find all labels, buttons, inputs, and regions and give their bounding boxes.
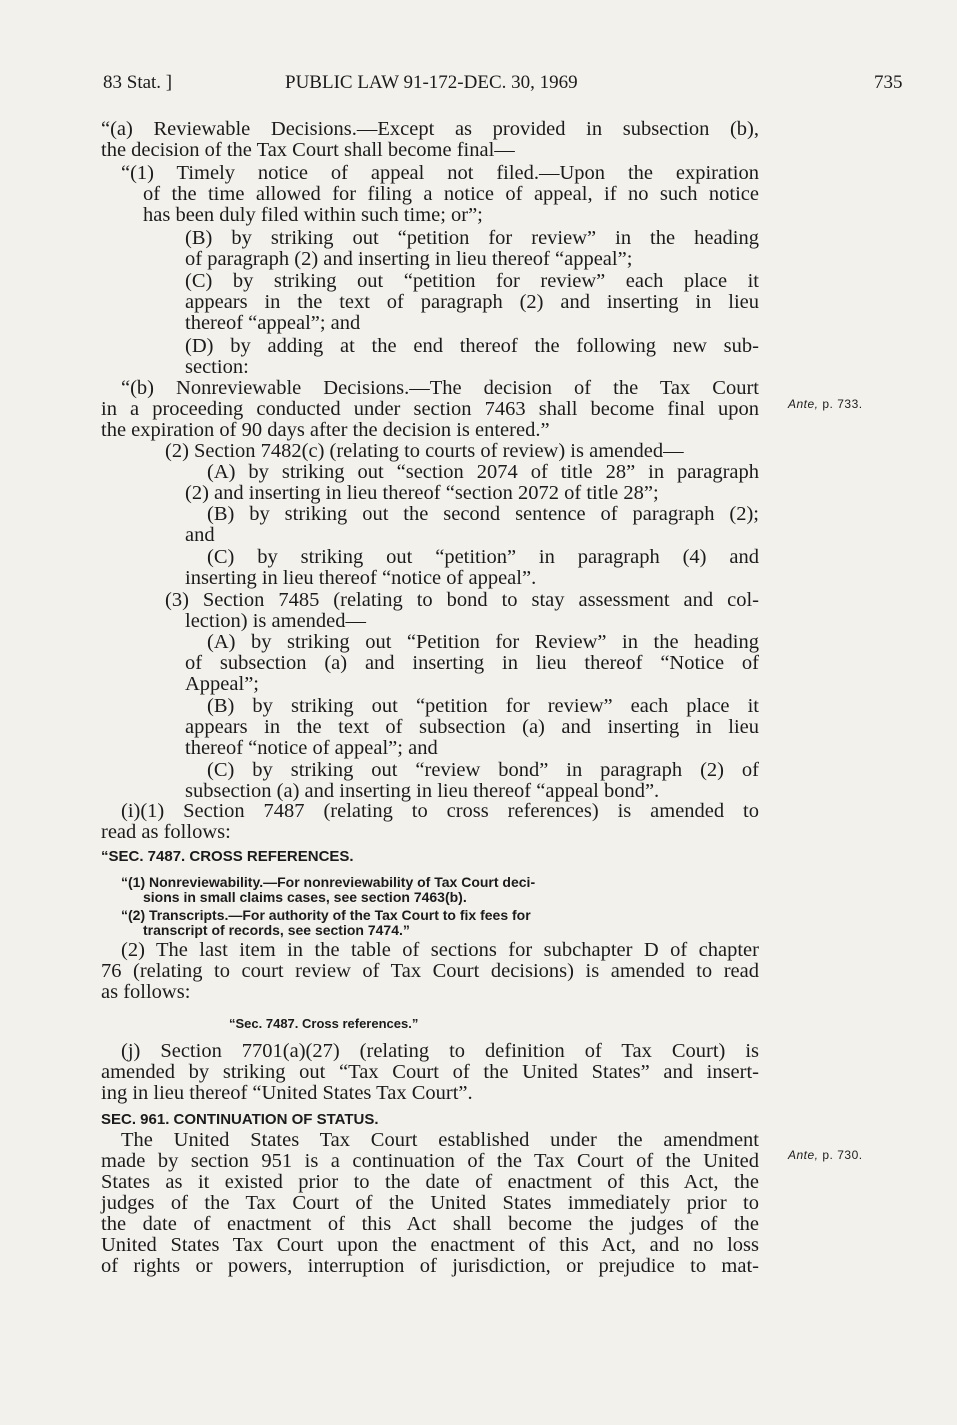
text-line: in a proceeding conducted under section 7463 shall become final upon (101, 398, 759, 420)
text-line: (C) by striking out “review bond” in paragraph (2) of (207, 759, 759, 781)
text-line: (j) Section 7701(a)(27) (relating to definition of Tax Court) is (121, 1040, 759, 1062)
text-line: appears in the text of paragraph (2) and inserting in lieu (185, 291, 759, 313)
text-line: (C) by striking out “petition for review” each place it (185, 270, 759, 292)
text-line: thereof “notice of appeal”; and (185, 737, 438, 759)
text-line: appears in the text of subsection (a) and inserting in lieu (185, 716, 759, 738)
text-line: judges of the Tax Court of the United States immediately prior to (101, 1192, 759, 1214)
text-line: (2) Section 7482(c) (relating to courts of review) is amended— (165, 440, 684, 462)
text-line: section: (185, 356, 249, 378)
text-line: the date of enactment of this Act shall become the judges of the (101, 1213, 759, 1235)
text-line: (B) by striking out the second sentence of paragraph (2); (207, 503, 759, 525)
margin-note-page-ref: p. 730. (822, 1148, 863, 1162)
text-line: (B) by striking out “petition for review” in the heading (185, 227, 759, 249)
text-line: sions in small claims cases, see section 7463(b). (143, 889, 467, 905)
text-line: “(b) Nonreviewable Decisions.—The decision of the Tax Court (121, 377, 759, 399)
text-line: (B) by striking out “petition for review” each place it (207, 695, 759, 717)
text-line: subsection (a) and inserting in lieu thereof “appeal bond”. (185, 780, 660, 802)
text-line: read as follows: (101, 821, 231, 843)
text-line: the expiration of 90 days after the decision is entered.” (101, 419, 550, 441)
text-line: “(1) Nonreviewability.—For nonreviewability of Tax Court deci- (121, 874, 536, 890)
text-line: “(2) Transcripts.—For authority of the Tax Court to fix fees for (121, 907, 531, 923)
margin-note-page-ref: p. 733. (822, 397, 863, 411)
text-line: thereof “appeal”; and (185, 312, 361, 334)
margin-note-ante-label: Ante, (788, 1148, 819, 1162)
text-line: transcript of records, see section 7474.” (143, 922, 410, 938)
page-number: 735 (874, 72, 903, 93)
text-line: (2) and inserting in lieu thereof “section 2072 of title 28”; (185, 482, 659, 504)
text-line: of the time allowed for filing a notice of appeal, if no such notice (143, 183, 759, 205)
text-line: “Sec. 7487. Cross references.” (229, 1016, 419, 1031)
text-line: as follows: (101, 981, 191, 1003)
margin-note-ante-730 (788, 1148, 863, 1162)
text-line: (i)(1) Section 7487 (relating to cross references) is amended to (121, 800, 759, 822)
text-line: The United States Tax Court established under the amendment (121, 1129, 759, 1151)
margin-note-ante-label: Ante, (788, 397, 819, 411)
text-line: 76 (relating to court review of Tax Court decisions) is amended to read (101, 960, 759, 982)
text-line: (A) by striking out “Petition for Review” in the heading (207, 631, 759, 653)
text-line: States as it existed prior to the date of enactment of this Act, the (101, 1171, 759, 1193)
text-line: (2) The last item in the table of sections for subchapter D of chapter (121, 939, 759, 961)
text-line: United States Tax Court upon the enactment of this Act, and no loss (101, 1234, 759, 1256)
text-line: “SEC. 7487. CROSS REFERENCES. (101, 848, 354, 865)
text-line: of rights or powers, interruption of jurisdiction, or prejudice to mat- (101, 1255, 759, 1277)
text-line: of subsection (a) and inserting in lieu thereof “Notice of (185, 652, 759, 674)
text-line: has been duly filed within such time; or”; (143, 204, 483, 226)
text-line: (A) by striking out “section 2074 of title 28” in paragraph (207, 461, 759, 483)
text-line: Appeal”; (185, 673, 259, 695)
text-line: (C) by striking out “petition” in paragraph (4) and (207, 546, 759, 568)
text-line: “(a) Reviewable Decisions.—Except as provided in subsection (b), (101, 118, 759, 140)
text-line: “(1) Timely notice of appeal not filed.—Upon the expiration (121, 162, 759, 184)
text-line: and (185, 524, 215, 546)
text-line: the decision of the Tax Court shall become final— (101, 139, 515, 161)
text-line: (D) by adding at the end thereof the following new sub- (185, 335, 759, 357)
text-line: inserting in lieu thereof “notice of appeal”. (185, 567, 537, 589)
text-line: made by section 951 is a continuation of the Tax Court of the United (101, 1150, 759, 1172)
margin-note-ante-733 (788, 397, 863, 411)
text-line: ing in lieu thereof “United States Tax Court”. (101, 1082, 473, 1104)
text-line: lection) is amended— (185, 610, 367, 632)
text-line: (3) Section 7485 (relating to bond to stay assessment and col- (165, 589, 759, 611)
running-head-title: PUBLIC LAW 91-172-DEC. 30, 1969 (285, 72, 578, 93)
running-head-left: 83 Stat. ] (103, 72, 173, 93)
text-line: SEC. 961. CONTINUATION OF STATUS. (101, 1111, 379, 1128)
text-line: amended by striking out “Tax Court of the United States” and insert- (101, 1061, 759, 1083)
text-line: of paragraph (2) and inserting in lieu thereof “appeal”; (185, 248, 633, 270)
